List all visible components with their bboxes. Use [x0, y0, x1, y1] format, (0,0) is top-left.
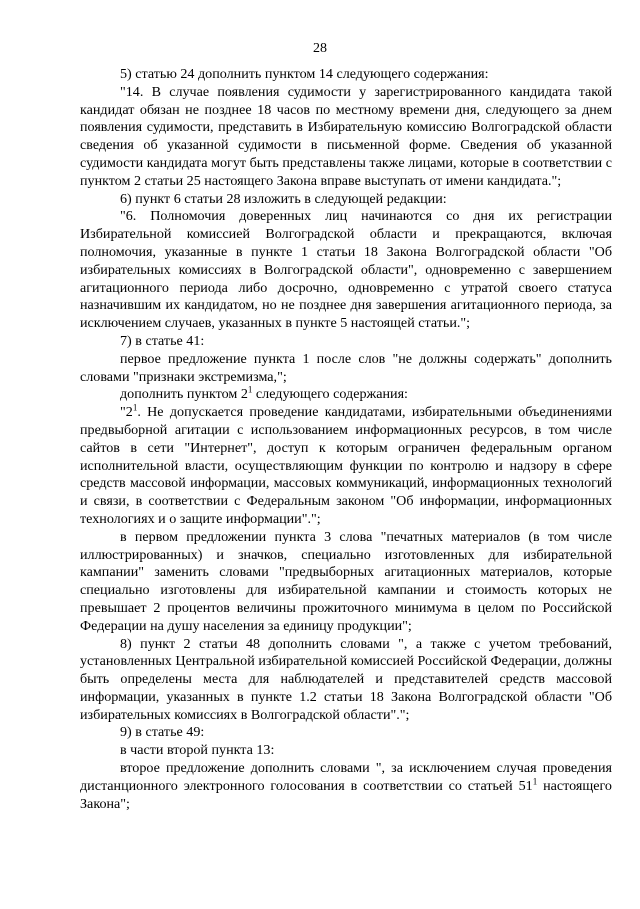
paragraph-add-item-2-1	[80, 386, 612, 404]
page-number: 28	[313, 41, 327, 56]
paragraph-item-6: "6. Полномочия доверенных лиц начинаются со дня их регистрации Избирательной комиссией Волгоградской области и прекращаются, включая полномочия, указанные в пункте 1 статьи 18 Закона Волгоградской области "Об избирательных комиссиях в Волгоградской области", одновременно с завершением агитационного периода либо досрочно, одновременно с утратой своего статуса назначившим их кандидатом, но не позднее дня завершения агитационного периода, за исключением случаев, указанных в пункте 5 настоящей статьи.";	[80, 208, 612, 332]
paragraph-item-1-addition: первое предложение пункта 1 после слов "не должны содержать" дополнить словами "признаки экстремизма,";	[80, 350, 612, 385]
paragraph-item-13-part-2: в части второй пункта 13:	[120, 742, 275, 759]
paragraph-item-14: "14. В случае появления судимости у зарегистрированного кандидата такой кандидат обязан не позднее 18 часов по местному времени дня, следующего за днем появления судимости, представить в Избирательную комиссию Волгоградской области сведения об указанной судимости в письменной форме. Сведения об указанной судимости кандидата могут быть представлены также лицами, которые в соответствии с пунктом 2 статьи 25 настоящего Закона вправе выступать от имени кандидата.";	[80, 83, 612, 189]
text-fragment: настоящего Закона";	[80, 777, 612, 812]
text-fragment: следующего содержания:	[252, 386, 408, 403]
superscript: 1	[132, 402, 138, 413]
superscript: 1	[532, 776, 538, 787]
text-fragment: . Не допускается проведение кандидатами, избирательными объединениями предвыборной агитации с использованием информационных ресурсов, в том числе сайтов в сети "Интернет", доступ к которым ограничен федеральным органом исполнительной власти, осуществляющим функции по контролю и надзору в сфере средств массовой информации, массовых коммуникаций, информационных технологий и связи, в соответствии с Федеральным законом "Об информации, информационных технологиях и о защите информации".";	[80, 404, 612, 527]
paragraph-article-48: 8) пункт 2 статьи 48 дополнить словами ", а также с учетом требований, установленных Центральной избирательной комиссией Российской Федерации, должны быть определены места для наблюдателей и представителей средств массовой информации, указанных в пункте 1.2 статьи 18 Закона Волгоградской области "Об избирательных комиссиях в Волгоградской области".";	[80, 635, 612, 723]
text-fragment: дополнить пунктом 2	[120, 386, 248, 403]
paragraph-article-49: 9) в статье 49:	[120, 724, 205, 741]
paragraph-item-3-replacement: в первом предложении пункта 3 слова "печатных материалов (в том числе иллюстрированных) и значков, специально изготовленных для избирательной кампании" заменить словами "предвыборных агитационных материалов, которые специально изготовлены для избирательной кампании и стоимость которых не превышает 2 процентов величины прожиточного минимума в целом по Российской Федерации на душу населения за единицу продукции";	[80, 528, 612, 634]
text-fragment: второе предложение дополнить словами ", за исключением случая проведения дистанционного электронного голосования в соответствии со статьей 51	[80, 760, 612, 794]
document-body	[80, 66, 612, 813]
paragraph-second-sentence	[80, 760, 612, 813]
paragraph-item-2-1	[80, 404, 612, 529]
paragraph-article-28: 6) пункт 6 статьи 28 изложить в следующей редакции:	[120, 190, 447, 207]
paragraph-article-24: 5) статью 24 дополнить пунктом 14 следующего содержания:	[120, 66, 489, 82]
paragraph-article-41: 7) в статье 41:	[120, 332, 205, 349]
superscript: 1	[247, 384, 253, 395]
text-fragment: "2	[120, 404, 133, 421]
